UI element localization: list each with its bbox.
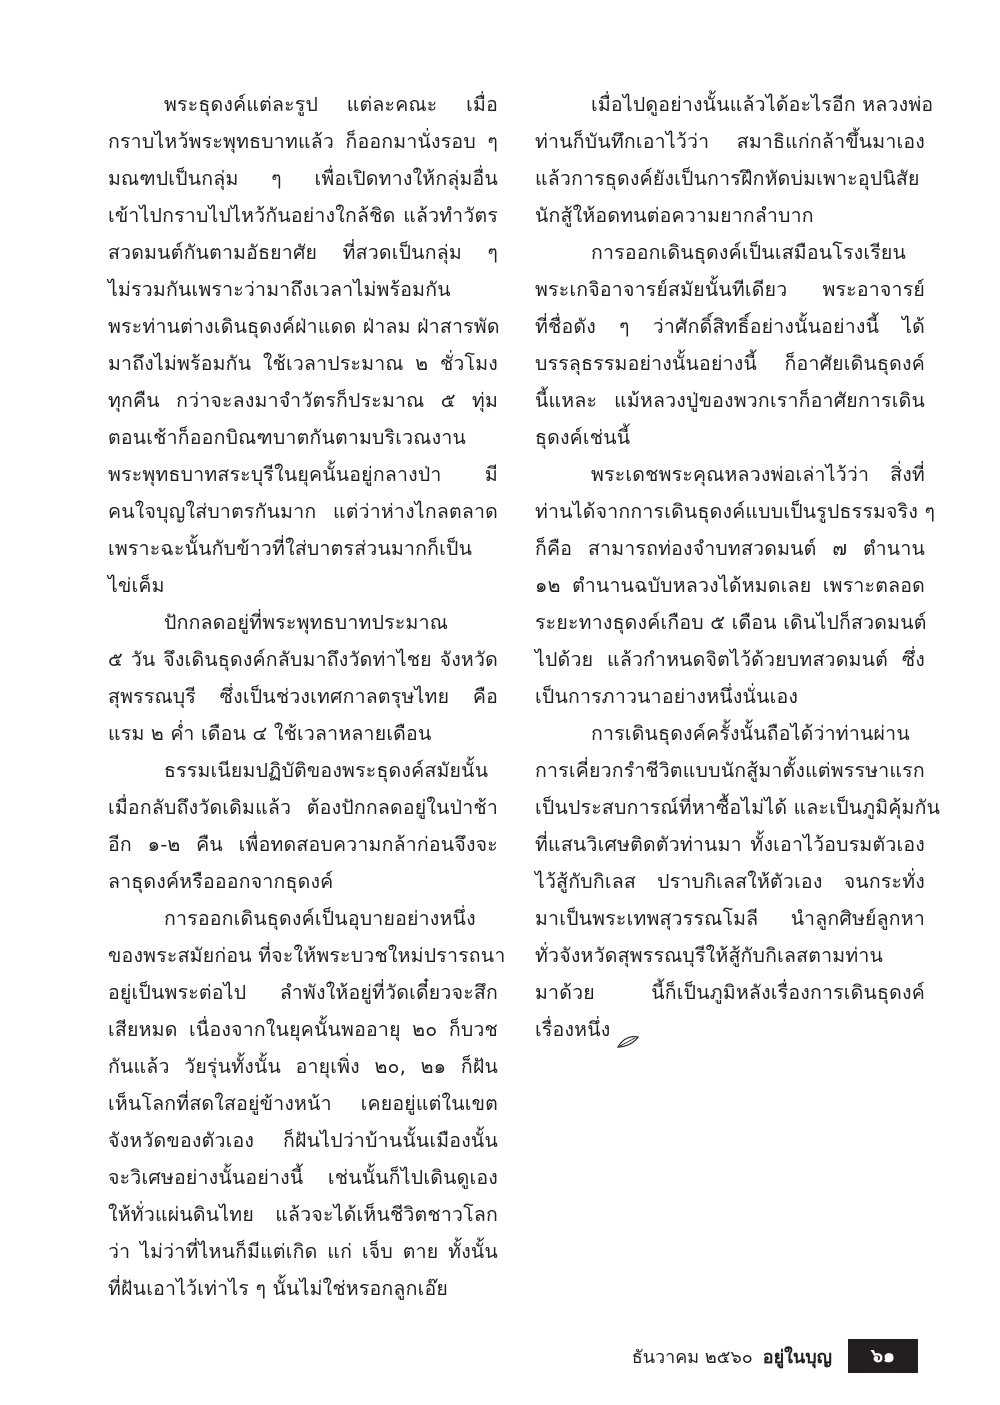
footer-magazine-name: อยู่ในบุญ bbox=[762, 1346, 832, 1368]
text-line: มาถึงไม่พร้อมกัน ใช้เวลาประมาณ ๒ ชั่วโมง bbox=[108, 352, 498, 375]
text-line: มณฑปเป็นกลุ่ม ๆ เพื่อเปิดทางให้กลุ่มอื่น bbox=[108, 167, 498, 190]
text-line: คนใจบุญใส่บาตรกันมาก แต่ว่าห่างไกลตลาด bbox=[108, 500, 498, 523]
text-line: กันแล้ว วัยรุ่นทั้งนั้น อายุเพิ่ง ๒๐, ๒๑ ก็ฝัน bbox=[108, 1055, 498, 1078]
text-line: ที่ชื่อดัง ๆ ว่าศักดิ์สิทธิ์อย่างนั้นอย่างนี้ ได้ bbox=[535, 315, 925, 338]
text-line: ที่แสนวิเศษติดตัวท่านมา ทั้งเอาไว้อบรมตัวเอง bbox=[535, 833, 925, 856]
text-line: ไว้สู้กับกิเลส ปราบกิเลสให้ตัวเอง จนกระทั่ง bbox=[535, 870, 925, 893]
text-line: เมื่อไปดูอย่างนั้นแล้วได้อะไรอีก หลวงพ่อ bbox=[591, 93, 934, 116]
text-line: กราบไหว้พระพุทธบาทแล้ว ก็ออกมานั่งรอบ ๆ bbox=[108, 130, 498, 153]
text-line: การออกเดินธุดงค์เป็นอุบายอย่างหนึ่ง bbox=[164, 907, 476, 930]
text-line: ตอนเช้าก็ออกบิณฑบาตกันตามบริเวณงาน bbox=[108, 426, 466, 449]
left-text-column bbox=[108, 86, 506, 1307]
text-line: มาเป็นพระเทพสุวรรณโมลี นำลูกศิษย์ลูกหา bbox=[535, 907, 925, 930]
text-line: ปักกลดอยู่ที่พระพุทธบาทประมาณ bbox=[164, 611, 449, 634]
page-footer bbox=[600, 1338, 918, 1374]
text-line: พระพุทธบาทสระบุรีในยุคนั้นอยู่กลางป่า มี bbox=[108, 463, 498, 486]
text-line: พระเกจิอาจารย์สมัยนั้นทีเดียว พระอาจารย์ bbox=[535, 278, 925, 301]
text-line: ว่า ไม่ว่าที่ไหนก็มีแต่เกิด แก่ เจ็บ ตาย ทั้งนั้น bbox=[108, 1240, 498, 1263]
text-line: เข้าไปกราบไปไหว้กันอย่างใกล้ชิด แล้วทำวัตร bbox=[108, 204, 498, 227]
text-line: พระเดชพระคุณหลวงพ่อเล่าไว้ว่า สิ่งที่ bbox=[591, 463, 925, 486]
paragraph bbox=[535, 456, 936, 715]
paragraph bbox=[108, 604, 498, 752]
text-line: นักสู้ให้อดทนต่อความยากลำบาก bbox=[535, 204, 814, 227]
text-line: การออกเดินธุดงค์เป็นเสมือนโรงเรียน bbox=[591, 241, 907, 264]
text-line: ของพระสมัยก่อน ที่จะให้พระบวชใหม่ปรารถนา bbox=[108, 944, 506, 967]
text-line: พระท่านต่างเดินธุดงค์ฝ่าแดด ฝ่าลม ฝ่าสารพัด bbox=[108, 315, 500, 338]
leaf-end-icon bbox=[616, 1024, 640, 1038]
text-line: สุพรรณบุรี ซึ่งเป็นช่วงเทศกาลตรุษไทย คือ bbox=[108, 685, 498, 708]
text-line: อีก ๑-๒ คืน เพื่อทดสอบความกล้าก่อนจึงจะ bbox=[108, 833, 498, 856]
text-line: ทั่วจังหวัดสุพรรณบุรีให้สู้กับกิเลสตามท่าน bbox=[535, 944, 884, 967]
text-line: ทุกคืน กว่าจะลงมาจำวัตรก็ประมาณ ๕ ทุ่ม bbox=[108, 389, 498, 412]
paragraph bbox=[535, 234, 925, 456]
text-line: จะวิเศษอย่างนั้นอย่างนี้ เช่นนั้นก็ไปเดินดูเอง bbox=[108, 1166, 498, 1189]
text-line: ให้ทั่วแผ่นดินไทย แล้วจะได้เห็นชีวิตชาวโลก bbox=[108, 1203, 498, 1226]
text-line: บรรลุธรรมอย่างนั้นอย่างนี้ ก็อาศัยเดินธุดงค์ bbox=[535, 352, 925, 375]
text-line: ๑๒ ตำนานฉบับหลวงได้หมดเลย เพราะตลอด bbox=[535, 574, 925, 597]
text-line: เมื่อกลับถึงวัดเดิมแล้ว ต้องปักกลดอยู่ในป่าช้า bbox=[108, 796, 498, 819]
text-line: แรม ๒ ค่ำ เดือน ๔ ใช้เวลาหลายเดือน bbox=[108, 722, 432, 745]
text-line: มาด้วย นี้ก็เป็นภูมิหลังเรื่องการเดินธุดงค์ bbox=[535, 981, 925, 1004]
paragraph bbox=[108, 900, 506, 1307]
text-line: แล้วการธุดงค์ยังเป็นการฝึกหัดบ่มเพาะอุปนิสัย bbox=[535, 167, 920, 190]
paragraph bbox=[108, 86, 498, 604]
right-text-column bbox=[535, 86, 941, 1048]
text-line: เรื่องหนึ่ง bbox=[535, 1011, 925, 1048]
text-line: นี้แหละ แม้หลวงปู่ของพวกเราก็อาศัยการเดิน bbox=[535, 389, 925, 412]
footer-date: ธันวาคม ๒๕๖๐ bbox=[631, 1346, 753, 1368]
text-line: สวดมนต์กันตามอัธยาศัย ที่สวดเป็นกลุ่ม ๆ bbox=[108, 241, 498, 264]
text-line: ท่านก็บันทึกเอาไว้ว่า สมาธิแก่กล้าขึ้นมาเอง bbox=[535, 130, 925, 153]
text-line: ไข่เค็ม bbox=[108, 574, 165, 597]
text-line: ไปด้วย แล้วกำหนดจิตไว้ด้วยบทสวดมนต์ ซึ่ง bbox=[535, 648, 925, 671]
text-line: เห็นโลกที่สดใสอยู่ข้างหน้า เคยอยู่แต่ในเขต bbox=[108, 1092, 498, 1115]
paragraph bbox=[108, 752, 498, 900]
text-line: เป็นการภาวนาอย่างหนึ่งนั่นเอง bbox=[535, 685, 799, 708]
page-number: ๖๑ bbox=[848, 1339, 918, 1373]
text-line: จังหวัดของตัวเอง ก็ฝันไปว่าบ้านนั้นเมืองนั้น bbox=[108, 1129, 498, 1152]
text-line: การเดินธุดงค์ครั้งนั้นถือได้ว่าท่านผ่าน bbox=[591, 722, 910, 745]
text-line: เป็นประสบการณ์ที่หาซื้อไม่ได้ และเป็นภูมิคุ้มกัน bbox=[535, 796, 941, 819]
paragraph bbox=[535, 715, 941, 1048]
text-line: เสียหมด เนื่องจากในยุคนั้นพออายุ ๒๐ ก็บวช bbox=[108, 1018, 498, 1041]
text-line: ธรรมเนียมปฏิบัติของพระธุดงค์สมัยนั้น bbox=[164, 759, 489, 782]
paragraph bbox=[535, 86, 934, 234]
text-line: ที่ฝันเอาไว้เท่าไร ๆ นั้นไม่ใช่หรอกลูกเอ๊ย bbox=[108, 1277, 448, 1300]
text-line: การเคี่ยวกรำชีวิตแบบนักสู้มาตั้งแต่พรรษาแรก bbox=[535, 759, 925, 782]
text-line: อยู่เป็นพระต่อไป ลำพังให้อยู่ที่วัดเดี๋ยวจะสึก bbox=[108, 981, 498, 1004]
text-line: ธุดงค์เช่นนี้ bbox=[535, 426, 631, 449]
text-line: ไม่รวมกันเพราะว่ามาถึงเวลาไม่พร้อมกัน bbox=[108, 278, 451, 301]
text-line: เพราะฉะนั้นกับข้าวที่ใส่บาตรส่วนมากก็เป็น bbox=[108, 537, 473, 560]
text-line: ๕ วัน จึงเดินธุดงค์กลับมาถึงวัดท่าไชย จังหวัด bbox=[108, 648, 498, 671]
text-line: ลาธุดงค์หรือออกจากธุดงค์ bbox=[108, 870, 334, 893]
text-line: ระยะทางธุดงค์เกือบ ๕ เดือน เดินไปก็สวดมนต์ bbox=[535, 611, 927, 634]
text-line: พระธุดงค์แต่ละรูป แต่ละคณะ เมื่อ bbox=[164, 93, 498, 116]
text-line: ท่านได้จากการเดินธุดงค์แบบเป็นรูปธรรมจริง ๆ bbox=[535, 500, 936, 523]
text-line: ก็คือ สามารถท่องจำบทสวดมนต์ ๗ ตำนาน bbox=[535, 537, 925, 560]
